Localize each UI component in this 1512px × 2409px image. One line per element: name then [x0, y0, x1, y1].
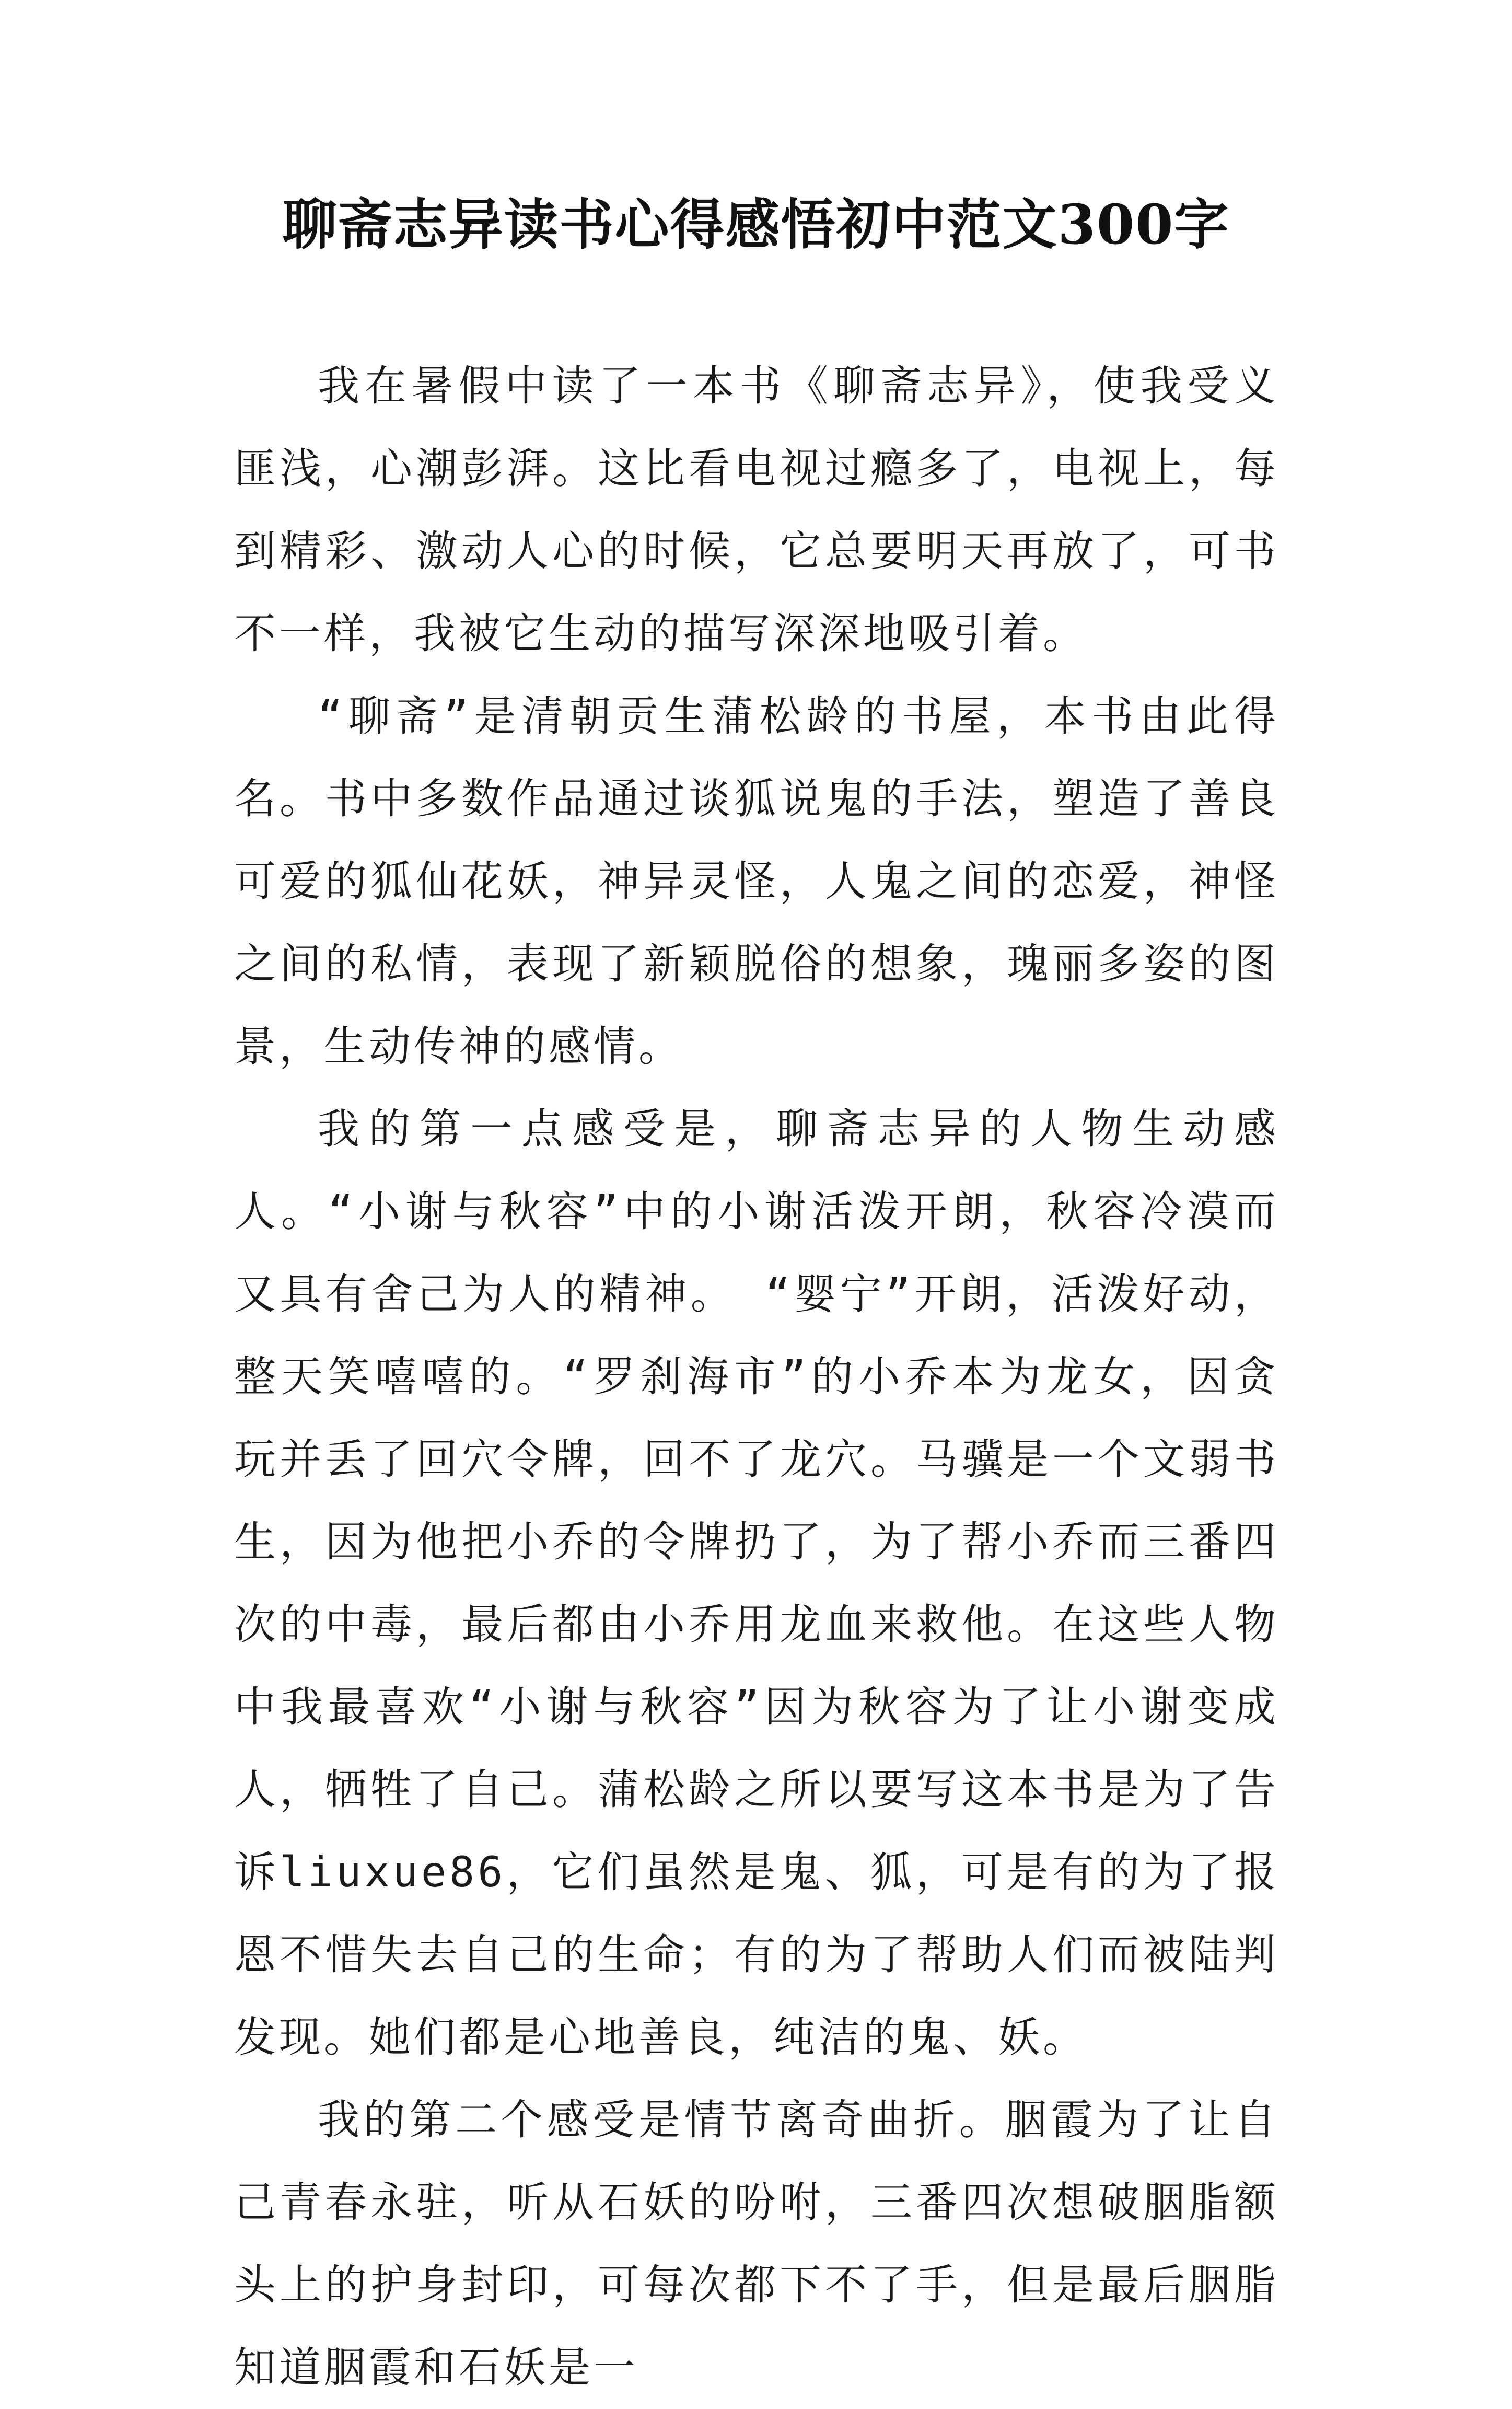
paragraph-2: “聊斋”是清朝贡生蒲松龄的书屋，本书由此得名。书中多数作品通过谈狐说鬼的手法，塑造了善良可爱的狐仙花妖，神异灵怪，人鬼之间的恋爱，神怪之间的私情，表现了新颖脱俗的想象，瑰丽多姿的图景，生动传神的感情。 — [234, 692, 1279, 1071]
paragraph-1: 我在暑假中读了一本书《聊斋志异》，使我受义匪浅，心潮彭湃。这比看电视过瘾多了，电视上，每到精彩、激动人心的时候，它总要明天再放了，可书不一样，我被它生动的描写深深地吸引着。 — [234, 362, 1279, 658]
paragraph-3: 我的第一点感受是，聊斋志异的人物生动感人。“小谢与秋容”中的小谢活泼开朗，秋容冷漠而又具有舍己为人的精神。 “婴宁”开朗，活泼好动，整天笑嘻嘻的。“罗刹海市”的小乔本为龙女，因贪玩并丢了回穴令牌，回不了龙穴。马骥是一个文弱书生，因为他把小乔的令牌扔了，为了帮小乔而三番四次的中毒，最后都由小乔用龙血来救他。在这些人物中我最喜欢“小谢与秋容”因为秋容为了让小谢变成人，牺牲了自己。蒲松龄之所以要写这本书是为了告诉liuxue86，它们虽然是鬼、狐，可是有的为了报恩不惜失去自己的生命；有的为了帮助人们而被陆判发现。她们都是心地善良，纯洁的鬼、妖。 — [234, 1105, 1279, 2061]
document-title: 聊斋志异读书心得感悟初中范文300字 — [282, 192, 1230, 257]
document-body — [234, 345, 1279, 2409]
paragraph-4: 我的第二个感受是情节离奇曲折。胭霞为了让自己青春永驻，听从石妖的吩咐，三番四次想破胭脂额头上的护身封印，可每次都下不了手，但是最后胭脂知道胭霞和石妖是一 — [234, 2095, 1279, 2392]
